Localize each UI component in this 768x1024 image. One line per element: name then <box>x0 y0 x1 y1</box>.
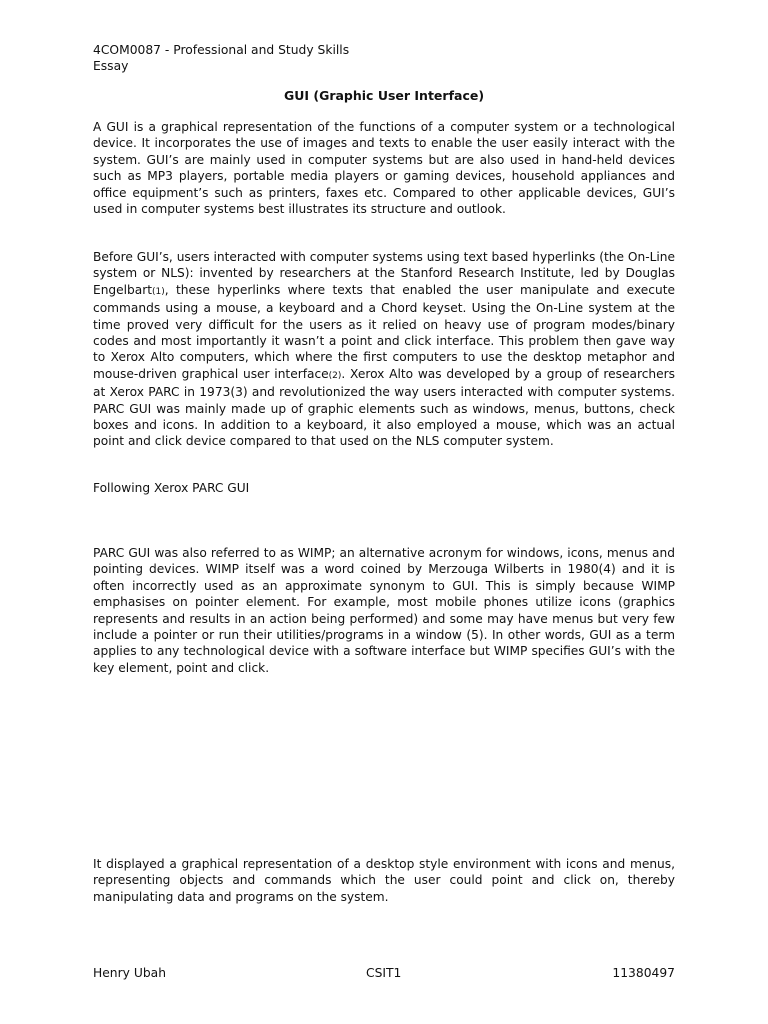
paragraph-intro: A GUI is a graphical representation of the functions of a computer system or a technological device. It incorporates the use of images and texts to enable the user easily interact with the system. GUI’s are mainly used in computer systems but are also used in hand-held devices such as MP3 players, portable media players or gaming devices, household appliances and office equipment’s such as printers, faxes etc. Compared to other applicable devices, GUI’s used in computer systems best illustrates its structure and outlook. <box>93 120 675 217</box>
paragraph-history <box>93 249 675 450</box>
footer-course: CSIT1 <box>366 966 402 980</box>
paragraph-wimp: PARC GUI was also referred to as WIMP; an alternative acronym for windows, icons, menus and pointing devices. WIMP itself was a word coined by Merzouga Wilberts in 1980(4) and it is often incorrectly used as an approximate synonym to GUI. This is simply because WIMP emphasises on pointer element. For example, most mobile phones utilize icons (graphics represents and results in an action being performed) and some may have menus but very few include a pointer or run their utilities/programs in a window (5). In other words, GUI as a term applies to any technological device with a software interface but WIMP specifies GUI’s with the key element, point and click. <box>93 546 675 675</box>
paragraph-subheading: Following Xerox PARC GUI <box>93 481 250 495</box>
paragraph-history-part-1: Before GUI’s, users interacted with computer systems using text based hyperlinks (the On-Line system or NLS): invented by researchers at the Stanford Research Institute, led by Douglas Engelbart <box>93 250 675 297</box>
paragraph-history-part-3: . Xerox Alto was developed by a group of researchers at Xerox PARC in 1973(3) and revolutionized the way users interacted with computer systems. PARC GUI was mainly made up of graphic elements such as windows, menus, buttons, check boxes and icons. In addition to a keyboard, it also employed a mouse, which was an actual point and click device compared to that used on the NLS computer system. <box>93 366 675 449</box>
course-code-line: 4COM0087 - Professional and Study Skills <box>93 43 350 57</box>
paragraph-desktop: It displayed a graphical representation of a desktop style environment with icons and menus, representing objects and commands which the user could point and click on, thereby manipulating data and programs on the system. <box>93 857 675 904</box>
reference-2: (2) <box>328 370 342 381</box>
reference-1: (1) <box>152 286 165 297</box>
document-header <box>93 42 349 74</box>
document-type-line: Essay <box>93 59 129 73</box>
footer-student-id: 11380497 <box>612 966 675 980</box>
paragraph-history-part-2: , these hyperlinks where texts that enabled the user manipulate and execute commands using a mouse, a keyboard and a Chord keyset. Using the On-Line system at the time proved very difficult for the users as it relied on heavy use of program modes/binary codes and most importantly it wasn’t a point and click interface. This problem then gave way to Xerox Alto computers, which where the first computers to use the desktop metaphor and mouse-driven graphical user interface <box>93 282 675 381</box>
page-title: GUI (Graphic User Interface) <box>283 88 485 103</box>
footer-author: Henry Ubah <box>93 966 166 980</box>
